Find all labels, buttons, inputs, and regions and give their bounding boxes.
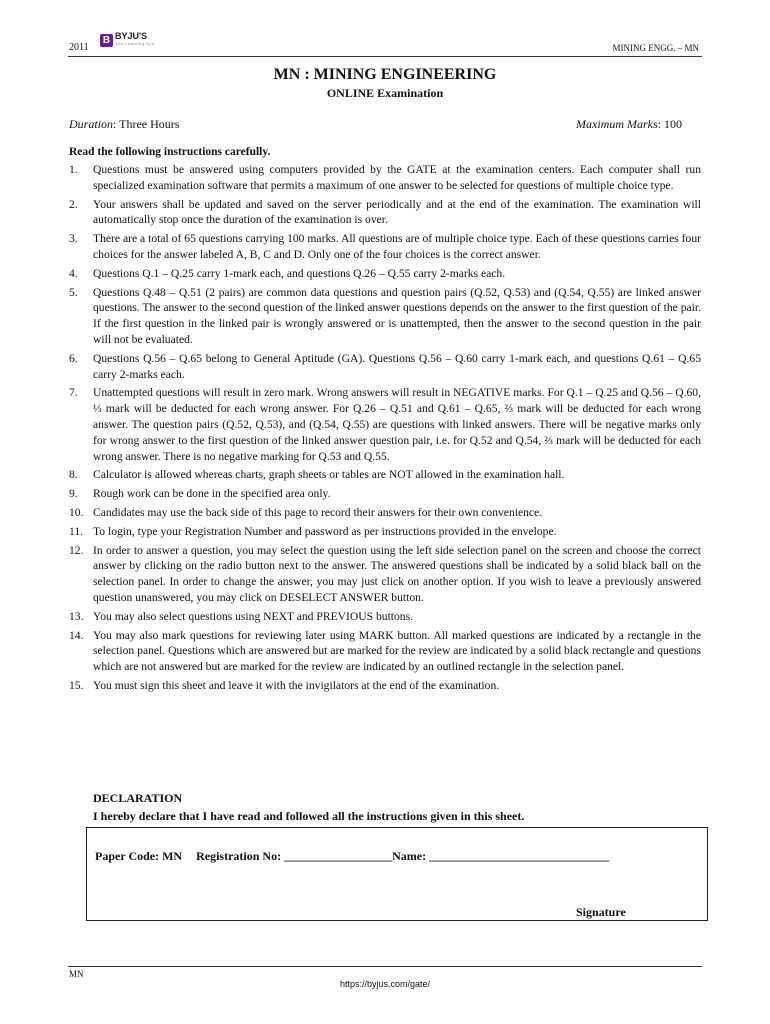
instruction-item — [69, 524, 701, 540]
instruction-item — [69, 628, 701, 675]
instruction-number: 8. — [69, 468, 78, 482]
instruction-item — [69, 385, 701, 464]
instruction-number: 14. — [69, 628, 84, 642]
instruction-text: Questions Q.56 – Q.65 belong to General Aptitude (GA). Questions Q.56 – Q.60 carry 1-mark each, and questions Q.61 – Q.65 carry 2-marks each. — [93, 351, 701, 381]
instruction-text: Unattempted questions will result in zero mark. Wrong answers will result in NEGATIVE marks. For Q.1 – Q.25 and Q.56 – Q.60, ⅓ mark will be deducted for each wrong answer. For Q.26 – Q.51 and Q.61 – Q.65, ⅔ mark will be deducted for each wrong answer. The question pairs (Q.52, Q.53), and (Q.54, Q.55) are questions with linked answers. There will be negative marks only for wrong answer to the first question of the linked answer question pair, i.e. for Q.52 and Q.54, ⅔ mark will be deducted for each wrong answer. There is no negative marking for Q.53 and Q.55. — [93, 386, 701, 463]
instruction-text: Your answers shall be updated and saved on the server periodically and at the end of the examination. The examination will automatically stop once the duration of the examination is over. — [93, 197, 701, 227]
name-field[interactable]: Name: ______________________________ — [392, 849, 610, 863]
instruction-number: 3. — [69, 232, 78, 246]
footer-code: MN — [69, 969, 84, 979]
duration-label: Duration — [69, 117, 114, 131]
page-subtitle: ONLINE Examination — [326, 86, 444, 100]
instruction-number: 13. — [69, 609, 84, 623]
instruction-number: 11. — [69, 524, 84, 538]
max-marks-label: Maximum Marks — [576, 117, 658, 131]
declaration-title: DECLARATION — [93, 791, 183, 805]
instruction-text: Calculator is allowed whereas charts, graph sheets or tables are NOT allowed in the examination hall. — [93, 468, 565, 482]
instruction-number: 4. — [69, 266, 78, 280]
instruction-text: Rough work can be done in the specified area only. — [93, 487, 331, 501]
declaration-text: I hereby declare that I have read and followed all the instructions given in this sheet. — [93, 809, 525, 823]
instructions-heading: Read the following instructions carefully. — [69, 146, 271, 158]
instruction-number: 7. — [69, 386, 78, 400]
instruction-item — [69, 505, 701, 521]
instruction-item — [69, 285, 701, 348]
instruction-text: Questions Q.1 – Q.25 carry 1-mark each, and questions Q.26 – Q.55 carry 2-marks each. — [93, 266, 506, 280]
max-marks-value: : 100 — [657, 117, 682, 131]
instruction-text: Questions Q.48 – Q.51 (2 pairs) are common data questions and question pairs (Q.52, Q.53) and (Q.54, Q.55) are linked answer questions. The answer to the second question of the linked answer questions depends on the answer to the first question of the pair. If the first question in the linked pair is wrongly answered or is unattempted, then the answer to the second question in the pair will not be evaluated. — [93, 285, 701, 346]
instruction-text: In order to answer a question, you may select the question using the left side selection panel on the screen and choose the correct answer by clicking on the radio button next to the answer. The answered questions shall be indicated by a solid black ball on the selection panel. In order to change the answer, you may just click on another option. If you wish to leave a previously answered question unanswered, you may click on DESELECT ANSWER button. — [93, 543, 701, 604]
instruction-item — [69, 609, 701, 625]
brand-logo — [100, 32, 155, 48]
instruction-item — [69, 351, 701, 383]
signature-field[interactable]: Signature — [576, 905, 626, 919]
logo-tagline: The Learning App — [115, 41, 155, 46]
instruction-text: Candidates may use the back side of this page to record their answers for their own convenience. — [93, 505, 543, 519]
instruction-number: 10. — [69, 505, 84, 519]
registration-field[interactable]: Registration No: __________________ — [196, 849, 393, 863]
instruction-item — [69, 486, 701, 502]
candidate-form-box — [86, 827, 708, 921]
instruction-number: 1. — [69, 163, 78, 176]
header-divider — [68, 56, 702, 57]
instruction-text: You may also select questions using NEXT and PREVIOUS buttons. — [93, 609, 414, 623]
instruction-item — [69, 543, 701, 606]
instruction-number: 12. — [69, 543, 84, 557]
instruction-number: 9. — [69, 487, 78, 501]
paper-code-field: Paper Code: MN — [95, 849, 183, 863]
duration-value: : Three Hours — [113, 117, 180, 131]
header-year: 2011 — [69, 42, 89, 53]
instruction-item — [69, 266, 701, 282]
instruction-item — [69, 678, 701, 694]
instruction-text: You may also mark questions for reviewing later using MARK button. All marked questions are indicated by a rectangle in the selection panel. Questions which are answered but are marked for the review are indicated by a solid black rectangle and questions which are not answered but are marked for the review are indicated by an outlined rectangle in the selection panel. — [93, 628, 701, 674]
instruction-number: 5. — [69, 285, 78, 299]
instruction-number: 6. — [69, 351, 78, 365]
duration — [69, 117, 179, 132]
footer-divider — [68, 966, 702, 967]
logo-name: BYJU'S — [115, 31, 148, 41]
instruction-text: There are a total of 65 questions carrying 100 marks. All questions are of multiple choice type. Each of these questions carries four choices for the answer labeled A, B, C and D. Only one of the four choices is the correct answer. — [93, 232, 701, 261]
instruction-text: To login, type your Registration Number and password as per instructions provided in the envelope. — [93, 524, 557, 538]
instruction-text: You must sign this sheet and leave it with the invigilators at the end of the examination. — [93, 678, 500, 692]
instructions-list — [69, 162, 701, 697]
page-title: MN : MINING ENGINEERING — [273, 66, 497, 83]
footer-url[interactable]: https://byjus.com/gate/ — [339, 979, 431, 989]
instruction-text: Questions must be answered using computers provided by the GATE at the examination centers. Each computer shall run specialized examination software that permits a maximum of one answer to be selected for questions of multiple choice type. — [93, 163, 701, 192]
instruction-item — [69, 467, 701, 483]
instruction-number: 15. — [69, 678, 84, 692]
instruction-item — [69, 231, 701, 263]
instruction-item — [69, 197, 701, 229]
instruction-item — [69, 162, 701, 194]
instruction-number: 2. — [69, 197, 78, 211]
logo-icon: B — [100, 34, 113, 47]
header-paper-code: MINING ENGG. – MN — [612, 43, 699, 53]
max-marks — [576, 117, 682, 132]
